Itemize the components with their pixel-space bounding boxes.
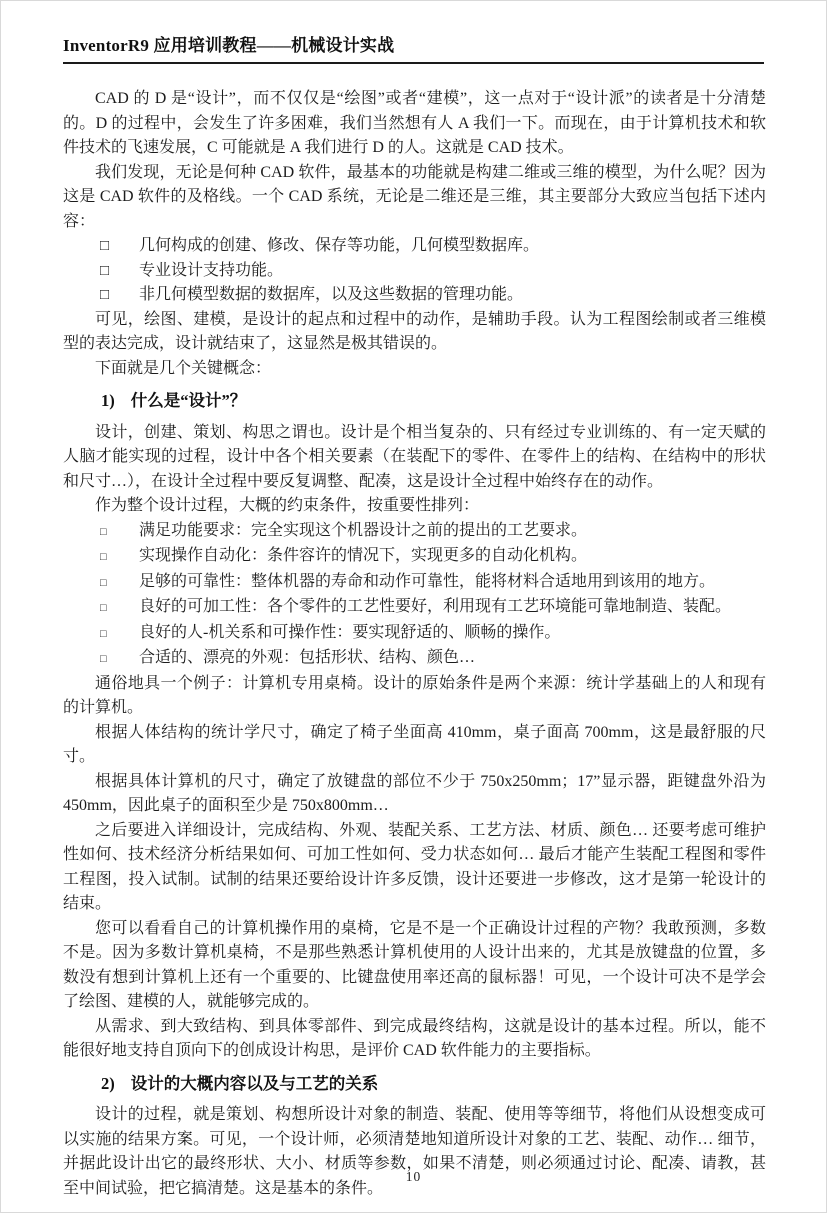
section-title: 设计的大概内容以及与工艺的关系 <box>130 1073 379 1093</box>
list-item <box>63 259 766 284</box>
paragraph-chair-reflection: 您可以看看自己的计算机操作用的桌椅，它是不是一个正确设计过程的产物？我敢预测，多数不是。因为多数计算机桌椅，不是那些熟悉计算机使用的人设计出来的，尤其是放键盘的位置，多数没有想到计算机上还有一个重要的、比键盘使用率还高的鼠标器！可见，一个设计可决不是学会了绘图、建模的人，就能够完成的。 <box>63 919 766 1010</box>
list-item <box>63 283 766 308</box>
square-bullet-icon: □ <box>100 551 107 563</box>
paragraph-design-content: 设计的过程，就是策划、构想所设计对象的制造、装配、使用等等细节，将他们从设想变成可以实施的结果方案。可见，一个设计师，必须清楚地知道所设计对象的工艺、装配、动作… 细节，并据此设计出它的最终形状、大小、材质等参数，如果不清楚，则必须通过讨论、配凑、请教，甚至中间试验，把它搞清楚。这是基本的条件。 <box>63 1106 766 1197</box>
square-bullet-icon: □ <box>100 653 107 665</box>
section-number: 2) <box>101 1073 115 1093</box>
list-constraints <box>63 519 766 672</box>
paragraph-drawing-modeling: 可见，绘图、建模，是设计的起点和过程中的动作，是辅助手段。认为工程图绘制或者三维模型的表达完成，设计就结束了，这显然是极其错误的。 <box>63 310 766 352</box>
list-item <box>63 234 766 259</box>
square-bullet-icon: □ <box>100 238 110 254</box>
list-cad-parts <box>63 234 766 308</box>
paragraph-cad-basics: 我们发现，无论是何种 CAD 软件，最基本的功能就是构建二维或三维的模型，为什么呢？因为这是 CAD 软件的及格线。一个 CAD 系统，无论是二维还是三维，其主要部分大致应当包括下述内容： <box>63 163 766 230</box>
paragraph-example-ergonomics: 根据人体结构的统计学尺寸，确定了椅子坐面高 410mm，桌子面高 700mm，这是最舒服的尺寸。 <box>63 723 766 765</box>
paragraph-example-computer: 根据具体计算机的尺寸，确定了放键盘的部位不少于 750x250mm；17”显示器，距键盘外沿为 450mm，因此桌子的面积至少是 750x800mm… <box>63 772 766 814</box>
paragraph-design-process: 从需求、到大致结构、到具体零部件、到完成最终结构，这就是设计的基本过程。所以，能不能很好地支持自顶向下的创成设计构思，是评价 CAD 软件能力的主要指标。 <box>63 1017 766 1059</box>
header-title: InventorR9 应用培训教程——机械设计实战 <box>63 36 395 55</box>
page-body <box>63 87 766 1201</box>
paragraph-example-intro: 通俗地具一个例子：计算机专用桌椅。设计的原始条件是两个来源：统计学基础上的人和现有的计算机。 <box>63 674 766 716</box>
running-header <box>63 35 764 64</box>
list-item <box>63 621 766 647</box>
list-item-text: 满足功能要求：完全实现这个机器设计之前的提出的工艺要求。 <box>139 521 588 539</box>
paragraph-design-definition: 设计，创建、策划、构思之谓也。设计是个相当复杂的、只有经过专业训练的、有一定天赋的人脑才能实现的过程，设计中各个相关要素（在装配下的零件、在零件上的结构、在结构中的形状和尺寸…），在设计全过程中要反复调整、配凑，这是设计全过程中始终存在的动作。 <box>63 423 766 490</box>
square-bullet-icon: □ <box>100 262 110 279</box>
list-item-text: 实现操作自动化：条件容许的情况下，实现更多的自动化机构。 <box>139 547 588 564</box>
list-item <box>63 544 766 570</box>
paragraph-key-concepts: 下面就是几个关键概念： <box>95 359 272 377</box>
list-item-text: 足够的可靠性：整体机器的寿命和动作可靠性，能将材料合适地用到该用的地方。 <box>139 572 716 590</box>
paragraph-intro-cad: CAD 的 D 是“设计”，而不仅仅是“绘图”或者“建模”，这一点对于“设计派”的读者是十分清楚的。D 的过程中，会发生了许多困难，我们当然想有人 A 我们一下。而现在，由于计算机技术和软件技术的飞速发展，C 可能就是 A 我们进行 D 的人。这就是 CAD 技术。 <box>63 90 766 156</box>
list-item-text: 良好的人-机关系和可操作性：要实现舒适的、顺畅的操作。 <box>139 623 561 641</box>
square-bullet-icon: □ <box>100 602 107 614</box>
page-number: 10 <box>405 1169 422 1184</box>
list-item-text: 专业设计支持功能。 <box>139 261 284 279</box>
section-number: 1) <box>101 391 115 410</box>
list-item-text: 良好的可加工性：各个零件的工艺性要好，利用现有工艺环境能可靠地制造、装配。 <box>139 598 732 615</box>
square-bullet-icon: □ <box>100 576 107 589</box>
square-bullet-icon: □ <box>100 287 110 303</box>
list-item <box>63 646 766 672</box>
paragraph-constraints-intro: 作为整个设计过程，大概的约束条件，按重要性排列： <box>95 497 480 514</box>
paragraph-detailed-design: 之后要进入详细设计，完成结构、外观、装配关系、工艺方法、材质、颜色… 还要考虑可维护性如何、技术经济分析结果如何、可加工性如何、受力状态如何… 最后才能产生装配工程图和零件工程图，投入试制。试制的结果还要给设计许多反馈，设计还要进一步修改，这才是第一轮设计的结束。 <box>63 821 766 912</box>
list-item-text: 几何构成的创建、修改、保存等功能，几何模型数据库。 <box>139 237 540 254</box>
section-heading-1 <box>63 389 766 414</box>
list-item <box>63 570 766 596</box>
list-item <box>63 519 766 545</box>
list-item-text: 非几何模型数据的数据库，以及这些数据的管理功能。 <box>139 286 524 303</box>
list-item-text: 合适的、漂亮的外观：包括形状、结构、颜色… <box>139 649 476 666</box>
section-heading-2 <box>63 1072 766 1097</box>
page-footer <box>1 1168 826 1186</box>
square-bullet-icon: □ <box>100 525 107 538</box>
section-title: 什么是“设计”？ <box>130 391 247 410</box>
list-item <box>63 595 766 621</box>
header-rule <box>63 62 764 64</box>
square-bullet-icon: □ <box>100 627 107 640</box>
